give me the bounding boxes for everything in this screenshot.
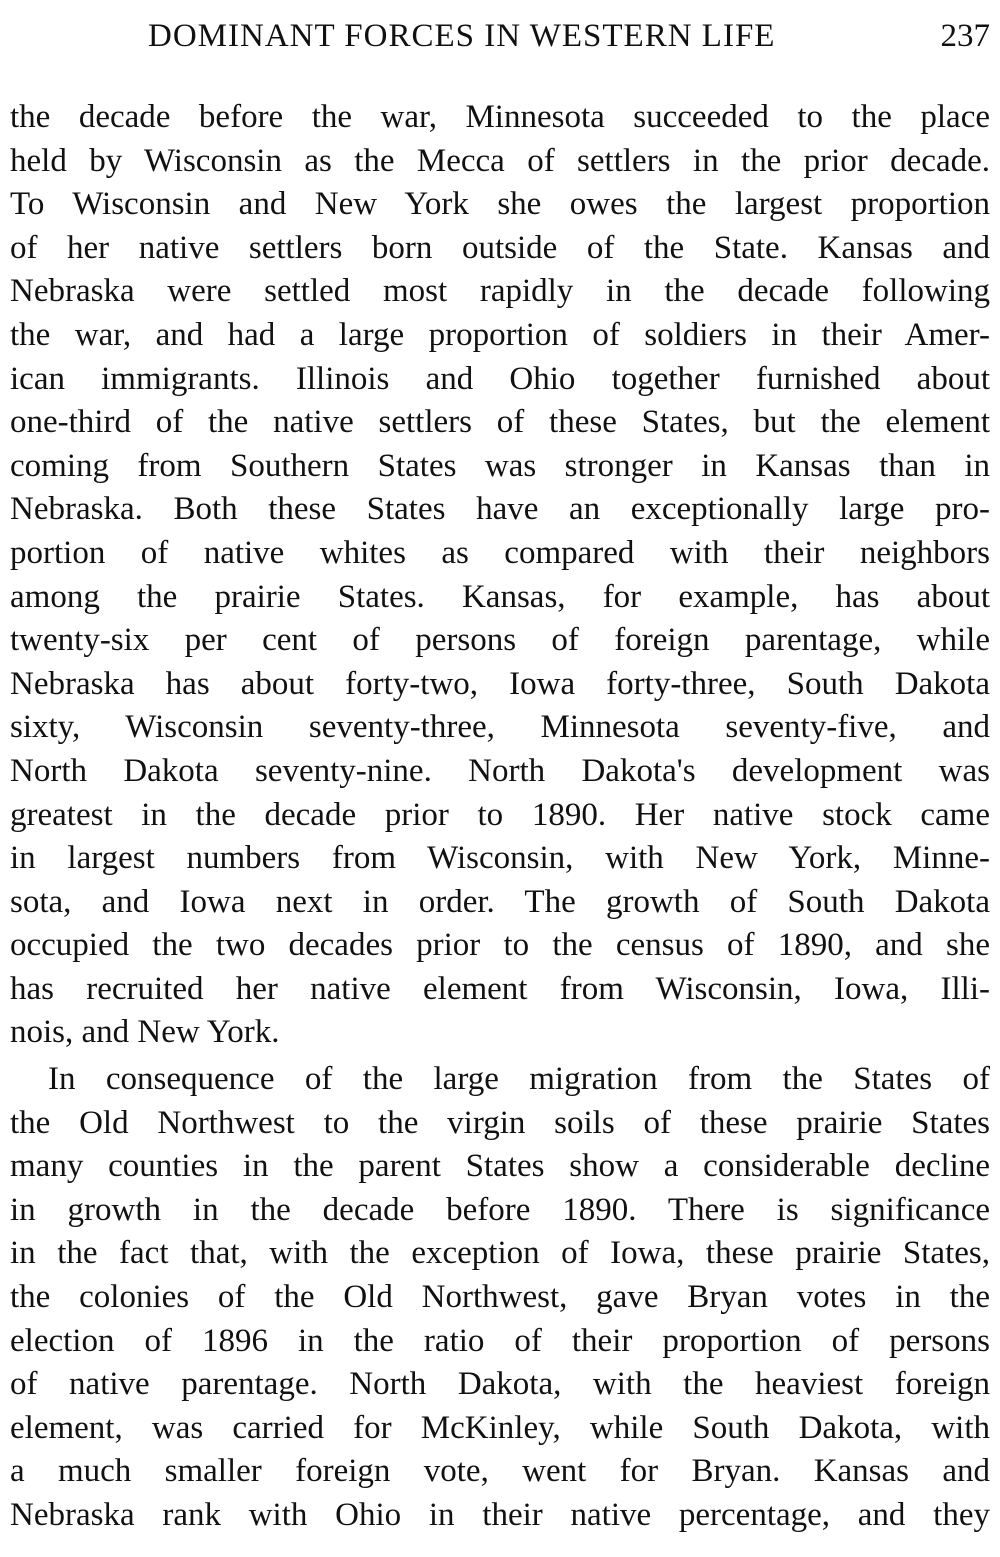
text-line: held by Wisconsin as the Mecca of settlers in the prior decade.: [10, 142, 990, 179]
text-line: Nebraska. Both these States have an exceptionally large pro-: [10, 491, 990, 528]
text-line: in largest numbers from Wisconsin, with New York, Minne-: [10, 840, 990, 877]
page-header: [0, 14, 1000, 64]
text-line: in the fact that, with the exception of Iowa, these prairie States,: [10, 1235, 990, 1272]
text-line: among the prairie States. Kansas, for example, has about: [10, 578, 990, 615]
paragraph: [10, 96, 990, 1055]
text-line: of native parentage. North Dakota, with the heaviest foreign: [10, 1366, 990, 1403]
body-text: [10, 96, 990, 1538]
text-line: the Old Northwest to the virgin soils of these prairie States: [10, 1104, 990, 1141]
text-line: many counties in the parent States show a considerable decline: [10, 1148, 990, 1185]
text-line: To Wisconsin and New York she owes the largest proportion: [10, 186, 990, 223]
text-line: twenty-six per cent of persons of foreign parentage, while: [10, 622, 990, 659]
text-line: occupied the two decades prior to the census of 1890, and she: [10, 927, 990, 964]
text-line: nois, and New York.: [10, 1014, 280, 1051]
text-line: the war, and had a large proportion of soldiers in their Amer-: [10, 316, 990, 353]
text-line: greatest in the decade prior to 1890. Her native stock came: [10, 796, 990, 833]
text-line: election of 1896 in the ratio of their proportion of persons: [10, 1322, 990, 1359]
text-line: the decade before the war, Minnesota succeeded to the place: [10, 99, 990, 135]
text-line: has recruited her native element from Wisconsin, Iowa, Illi-: [10, 970, 990, 1007]
text-line: Nebraska has about forty-two, Iowa forty-three, South Dakota: [10, 665, 990, 702]
text-line: element, was carried for McKinley, while South Dakota, with: [10, 1409, 990, 1446]
text-line: Nebraska were settled most rapidly in the decade following: [10, 273, 990, 310]
text-line: coming from Southern States was stronger in Kansas than in: [10, 447, 990, 484]
page-number: 237: [940, 18, 990, 54]
text-line: of her native settlers born outside of the State. Kansas and: [10, 229, 990, 266]
text-line: the colonies of the Old Northwest, gave Bryan votes in the: [10, 1279, 990, 1316]
text-line: a much smaller foreign vote, went for Bryan. Kansas and: [10, 1453, 990, 1490]
text-line: portion of native whites as compared with their neighbors: [10, 534, 990, 571]
text-line: one-third of the native settlers of these States, but the element: [10, 404, 990, 441]
text-line: sota, and Iowa next in order. The growth of South Dakota: [10, 883, 990, 920]
text-line: In consequence of the large migration from the States of: [48, 1061, 990, 1098]
paragraph: [10, 1058, 990, 1538]
text-line: ican immigrants. Illinois and Ohio together furnished about: [10, 360, 990, 397]
text-line: Nebraska rank with Ohio in their native percentage, and they: [10, 1497, 990, 1533]
text-line: sixty, Wisconsin seventy-three, Minnesota seventy-five, and: [10, 709, 990, 746]
text-line: North Dakota seventy-nine. North Dakota's development was: [10, 752, 990, 789]
text-line: in growth in the decade before 1890. There is significance: [10, 1191, 990, 1228]
running-head: DOMINANT FORCES IN WESTERN LIFE: [148, 18, 776, 54]
